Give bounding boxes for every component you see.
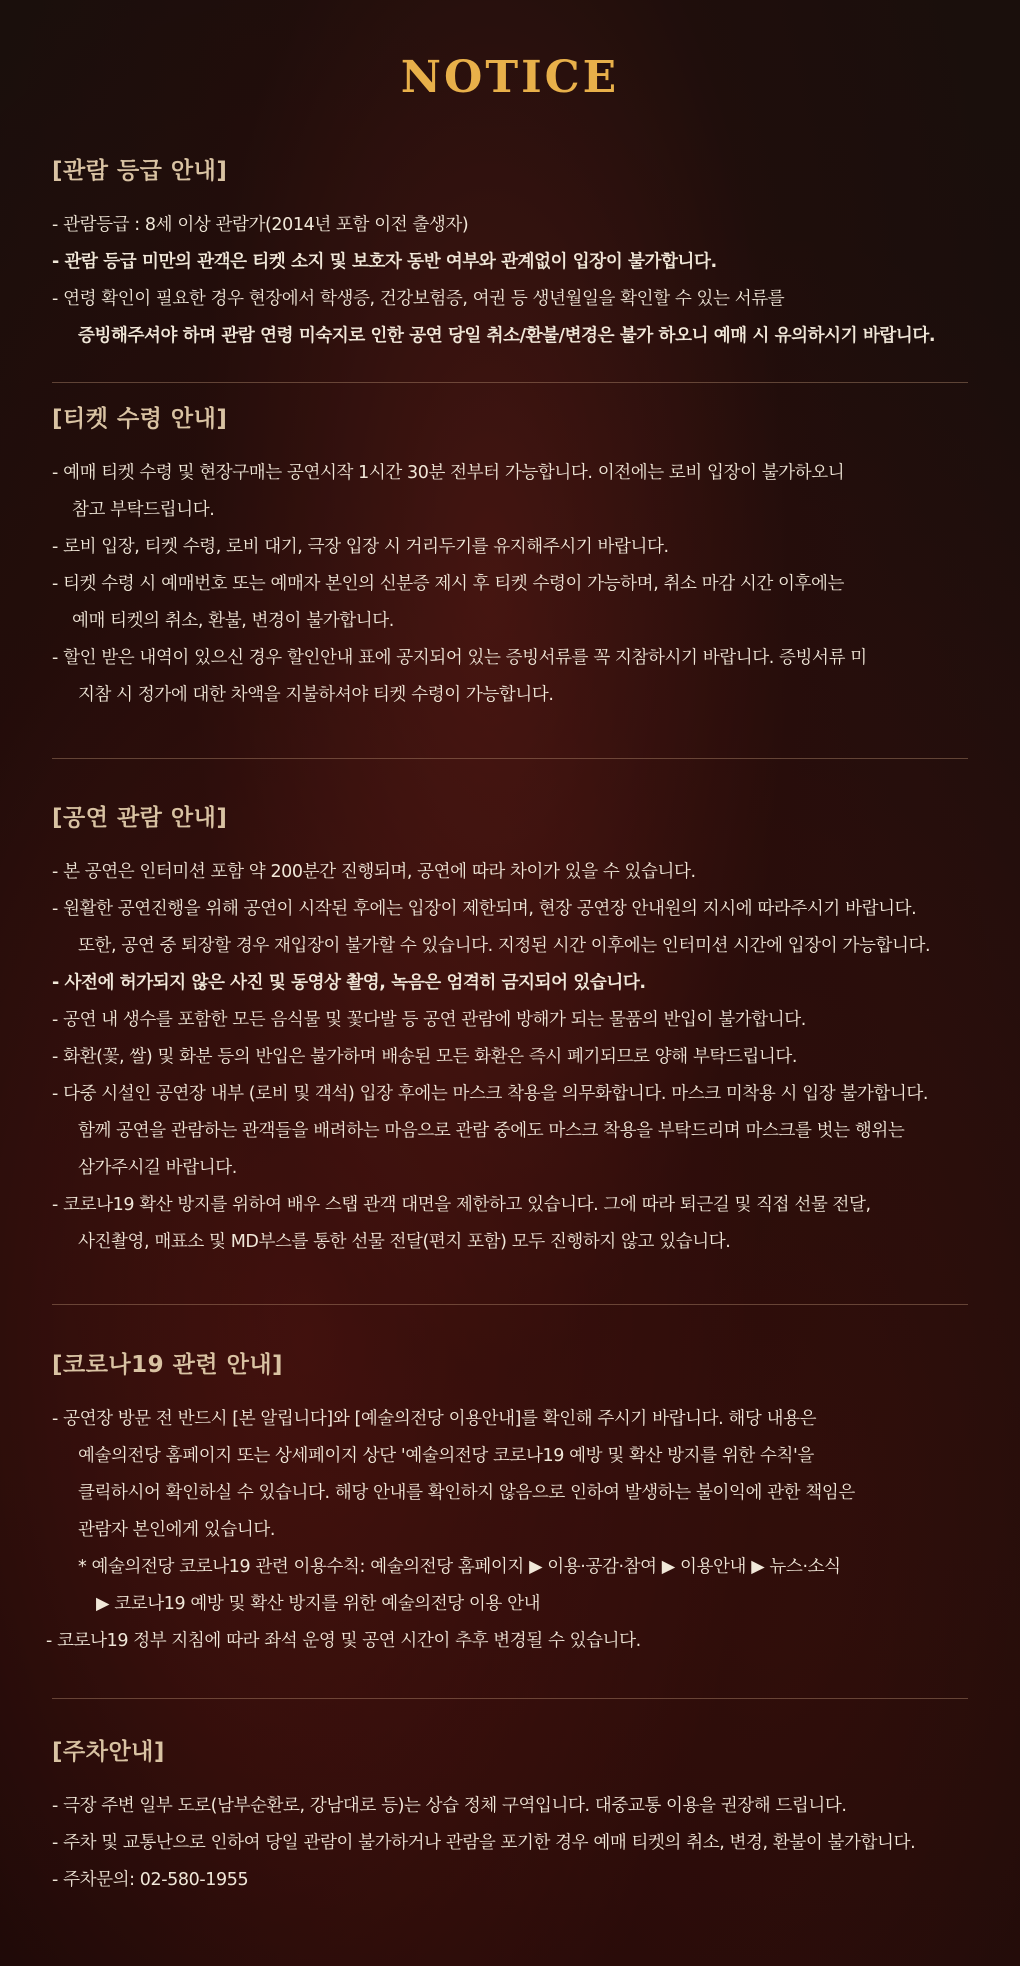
section-covid — [46, 1346, 968, 1660]
list-item: 함께 공연을 관람하는 관객들을 배려하는 마음으로 관람 중에도 마스크 착용을 부탁드리며 마스크를 벗는 행위는 — [78, 1121, 905, 1141]
divider — [52, 1698, 968, 1699]
section-title: [티켓 수령 안내] — [52, 406, 228, 432]
list-item: 사진촬영, 매표소 및 MD부스를 통한 선물 전달(편지 포함) 모두 진행하지 않고 있습니다. — [78, 1232, 731, 1252]
list-item: * 예술의전당 코로나19 관련 이용수칙: 예술의전당 홈페이지 ▶ 이용·공감·참여 ▶ 이용안내 ▶ 뉴스·소식 — [78, 1557, 841, 1577]
list-item: - 주차 및 교통난으로 인하여 당일 관람이 불가하거나 관람을 포기한 경우 예매 티켓의 취소, 변경, 환불이 불가합니다. — [52, 1833, 916, 1853]
section-title: [주차안내] — [52, 1739, 165, 1765]
list-item: - 코로나19 정부 지침에 따라 좌석 운영 및 공연 시간이 추후 변경될 수 있습니다. — [46, 1631, 641, 1651]
section-title: [코로나19 관련 안내] — [52, 1352, 284, 1378]
list-item: - 본 공연은 인터미션 포함 약 200분간 진행되며, 공연에 따라 차이가 있을 수 있습니다. — [52, 862, 696, 882]
section-rating — [52, 152, 968, 355]
list-item: - 할인 받은 내역이 있으신 경우 할인안내 표에 공지되어 있는 증빙서류를 꼭 지참하시기 바랍니다. 증빙서류 미 — [52, 648, 867, 668]
list-item: - 관람 등급 미만의 관객은 티켓 소지 및 보호자 동반 여부와 관계없이 입장이 불가합니다. — [52, 252, 717, 272]
list-item: - 관람등급 : 8세 이상 관람가(2014년 포함 이전 출생자) — [52, 215, 469, 235]
list-item: - 공연장 방문 전 반드시 [본 알립니다]와 [예술의전당 이용안내]를 확인해 주시기 바랍니다. 해당 내용은 — [52, 1409, 817, 1429]
section-performance — [52, 799, 968, 1261]
divider — [52, 758, 968, 759]
section-title: [공연 관람 안내] — [52, 805, 228, 831]
list-item: - 원활한 공연진행을 위해 공연이 시작된 후에는 입장이 제한되며, 현장 공연장 안내원의 지시에 따라주시기 바랍니다. — [52, 899, 917, 919]
list-item: - 화환(꽃, 쌀) 및 화분 등의 반입은 불가하며 배송된 모든 화환은 즉시 폐기되므로 양해 부탁드립니다. — [52, 1047, 798, 1067]
list-item: 또한, 공연 중 퇴장할 경우 재입장이 불가할 수 있습니다. 지정된 시간 이후에는 인터미션 시간에 입장이 가능합니다. — [78, 936, 931, 956]
list-item: 증빙해주셔야 하며 관람 연령 미숙지로 인한 공연 당일 취소/환불/변경은 불가 하오니 예매 시 유의하시기 바랍니다. — [78, 326, 936, 346]
section-ticket — [52, 400, 968, 714]
list-item: 예술의전당 홈페이지 또는 상세페이지 상단 '예술의전당 코로나19 예방 및 확산 방지를 위한 수칙'을 — [78, 1446, 814, 1466]
divider — [52, 1304, 968, 1305]
list-item: 참고 부탁드립니다. — [72, 500, 215, 520]
list-item: - 다중 시설인 공연장 내부 (로비 및 객석) 입장 후에는 마스크 착용을 의무화합니다. 마스크 미착용 시 입장 불가합니다. — [52, 1084, 929, 1104]
section-title: [관람 등급 안내] — [52, 158, 228, 184]
list-item: 관람자 본인에게 있습니다. — [78, 1520, 276, 1540]
list-item: - 사전에 허가되지 않은 사진 및 동영상 촬영, 녹음은 엄격히 금지되어 있습니다. — [52, 973, 646, 993]
list-item: - 극장 주변 일부 도로(남부순환로, 강남대로 등)는 상습 정체 구역입니다. 대중교통 이용을 권장해 드립니다. — [52, 1796, 847, 1816]
list-item: 예매 티켓의 취소, 환불, 변경이 불가합니다. — [72, 611, 394, 631]
list-item: - 티켓 수령 시 예매번호 또는 예매자 본인의 신분증 제시 후 티켓 수령이 가능하며, 취소 마감 시간 이후에는 — [52, 574, 845, 594]
section-parking — [52, 1733, 968, 1899]
list-item: - 예매 티켓 수령 및 현장구매는 공연시작 1시간 30분 전부터 가능합니다. 이전에는 로비 입장이 불가하오니 — [52, 463, 845, 483]
list-item: - 공연 내 생수를 포함한 모든 음식물 및 꽃다발 등 공연 관람에 방해가 되는 물품의 반입이 불가합니다. — [52, 1010, 806, 1030]
list-item: - 주차문의: 02-580-1955 — [52, 1870, 249, 1890]
divider — [52, 382, 968, 383]
list-item: 클릭하시어 확인하실 수 있습니다. 해당 안내를 확인하지 않음으로 인하여 발생하는 불이익에 관한 책임은 — [78, 1483, 855, 1503]
list-item: 삼가주시길 바랍니다. — [78, 1158, 237, 1178]
list-item: ▶ 코로나19 예방 및 확산 방지를 위한 예술의전당 이용 안내 — [96, 1594, 541, 1614]
list-item: - 연령 확인이 필요한 경우 현장에서 학생증, 건강보험증, 여권 등 생년월일을 확인할 수 있는 서류를 — [52, 289, 785, 309]
list-item: - 로비 입장, 티켓 수령, 로비 대기, 극장 입장 시 거리두기를 유지해주시기 바랍니다. — [52, 537, 669, 557]
page-title: NOTICE — [400, 52, 620, 103]
list-item: 지참 시 정가에 대한 차액을 지불하셔야 티켓 수령이 가능합니다. — [78, 685, 554, 705]
list-item: - 코로나19 확산 방지를 위하여 배우 스탭 관객 대면을 제한하고 있습니다. 그에 따라 퇴근길 및 직접 선물 전달, — [52, 1195, 871, 1215]
